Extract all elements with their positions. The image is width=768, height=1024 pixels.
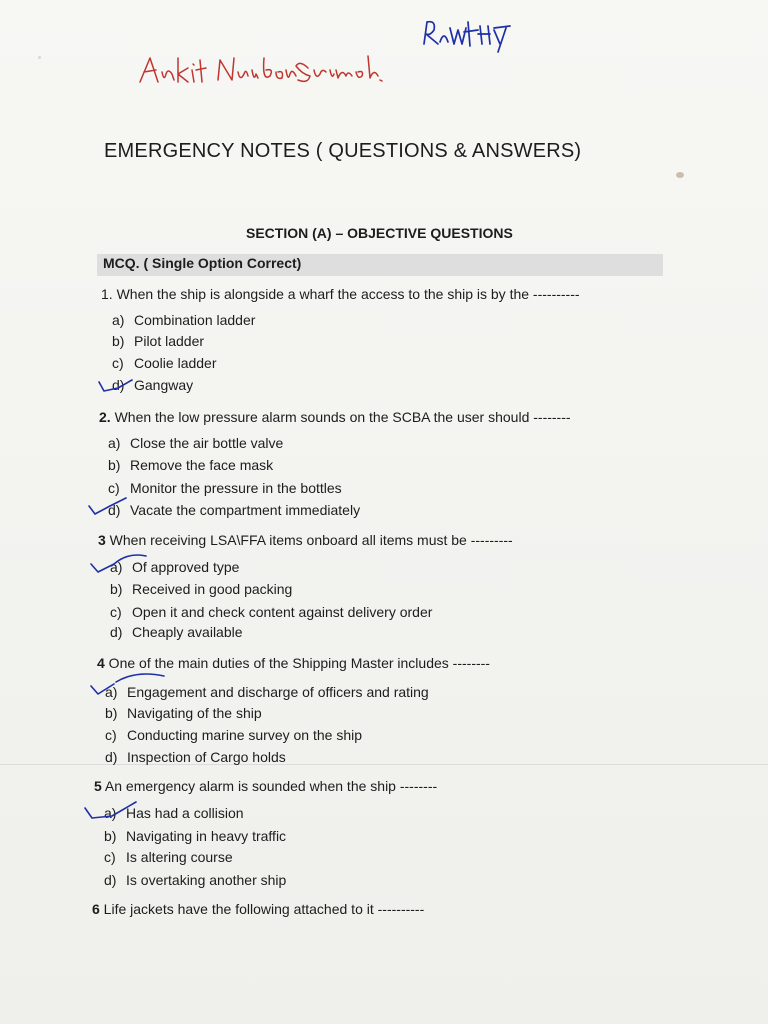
option-letter: b) <box>110 581 123 597</box>
option-text: Close the air bottle valve <box>130 435 284 451</box>
option-letter: b) <box>105 705 118 721</box>
option-4c <box>105 727 362 743</box>
option-letter: d) <box>110 624 123 640</box>
question-1 <box>101 286 580 302</box>
option-3d <box>110 624 243 640</box>
option-letter: d) <box>112 377 125 393</box>
option-text: Coolie ladder <box>134 355 217 371</box>
option-text: Navigating in heavy traffic <box>126 828 287 844</box>
option-text: Received in good packing <box>132 581 293 597</box>
answer-tick-mark <box>86 496 130 520</box>
option-text: Vacate the compartment immediately <box>130 502 361 518</box>
document-title: EMERGENCY NOTES ( QUESTIONS & ANSWERS) <box>104 140 582 162</box>
option-letter: d) <box>104 872 117 888</box>
question-text: An emergency alarm is sounded when the ship -------- <box>101 778 438 794</box>
answer-tick-mark <box>96 376 136 396</box>
option-letter: a) <box>108 435 121 451</box>
option-letter: b) <box>104 828 117 844</box>
option-letter: a) <box>104 805 117 821</box>
option-letter: d) <box>108 502 121 518</box>
question-text: Life jackets have the following attached to it ---------- <box>99 901 425 917</box>
option-1b <box>112 333 204 349</box>
option-text: Has had a collision <box>126 805 244 821</box>
option-1a <box>112 312 255 328</box>
paper-speck <box>676 172 684 178</box>
option-3b <box>110 581 292 597</box>
option-4b <box>105 705 262 721</box>
option-text: Is altering course <box>126 849 233 865</box>
paper-speck <box>38 56 41 59</box>
answer-tick-mark <box>88 672 168 700</box>
option-text: Is overtaking another ship <box>126 872 287 888</box>
option-text: Combination ladder <box>134 312 256 328</box>
option-text: Gangway <box>134 377 194 393</box>
option-text: Open it and check content against delivery order <box>132 604 433 620</box>
option-letter: c) <box>112 355 124 371</box>
question-number: 4 <box>97 655 105 671</box>
option-text: Navigating of the ship <box>127 705 262 721</box>
question-5 <box>94 778 437 794</box>
option-letter: c) <box>105 727 117 743</box>
question-6 <box>92 901 424 917</box>
option-2c <box>108 480 342 496</box>
handwritten-initials-signature <box>418 16 518 56</box>
option-text: Conducting marine survey on the ship <box>127 727 363 743</box>
question-2 <box>99 409 571 425</box>
option-text: Remove the face mask <box>130 457 274 473</box>
question-text: When the ship is alongside a wharf the access to the ship is by the ---------- <box>112 286 580 302</box>
question-number: 2. <box>99 409 111 425</box>
option-5c <box>104 849 233 865</box>
option-text: Pilot ladder <box>134 333 205 349</box>
question-number: 6 <box>92 901 100 917</box>
option-letter: c) <box>110 604 122 620</box>
option-text: Monitor the pressure in the bottles <box>130 480 342 496</box>
question-text: When the low pressure alarm sounds on the SCBA the user should -------- <box>110 409 571 425</box>
option-text: Inspection of Cargo holds <box>127 749 286 765</box>
question-number: 3 <box>98 532 106 548</box>
option-letter: a) <box>112 312 125 328</box>
option-letter: a) <box>105 684 118 700</box>
handwritten-student-name <box>136 48 386 94</box>
question-4 <box>97 655 490 671</box>
option-letter: c) <box>104 849 116 865</box>
question-3 <box>98 532 513 548</box>
option-3c <box>110 604 432 620</box>
question-number: 1. <box>101 286 113 302</box>
option-2b <box>108 457 273 473</box>
option-text: Engagement and discharge of officers and rating <box>127 684 429 700</box>
option-letter: b) <box>112 333 125 349</box>
option-4d <box>105 749 286 765</box>
question-text: When receiving LSA\FFA items onboard all items must be --------- <box>105 532 513 548</box>
option-2d <box>108 502 360 518</box>
section-heading: SECTION (A) – OBJECTIVE QUESTIONS <box>246 225 513 241</box>
question-number: 5 <box>94 778 102 794</box>
option-letter: b) <box>108 457 121 473</box>
option-letter: c) <box>108 480 120 496</box>
option-letter: d) <box>105 749 118 765</box>
answer-tick-mark <box>88 552 150 578</box>
question-text: One of the main duties of the Shipping Master includes -------- <box>104 655 490 671</box>
option-letter: a) <box>110 559 123 575</box>
option-1c <box>112 355 217 371</box>
option-5b <box>104 828 286 844</box>
answer-tick-mark <box>82 800 140 826</box>
option-2a <box>108 435 283 451</box>
option-5d <box>104 872 286 888</box>
option-text: Of approved type <box>132 559 240 575</box>
option-text: Cheaply available <box>132 624 243 640</box>
mcq-label: MCQ. ( Single Option Correct) <box>103 255 302 271</box>
